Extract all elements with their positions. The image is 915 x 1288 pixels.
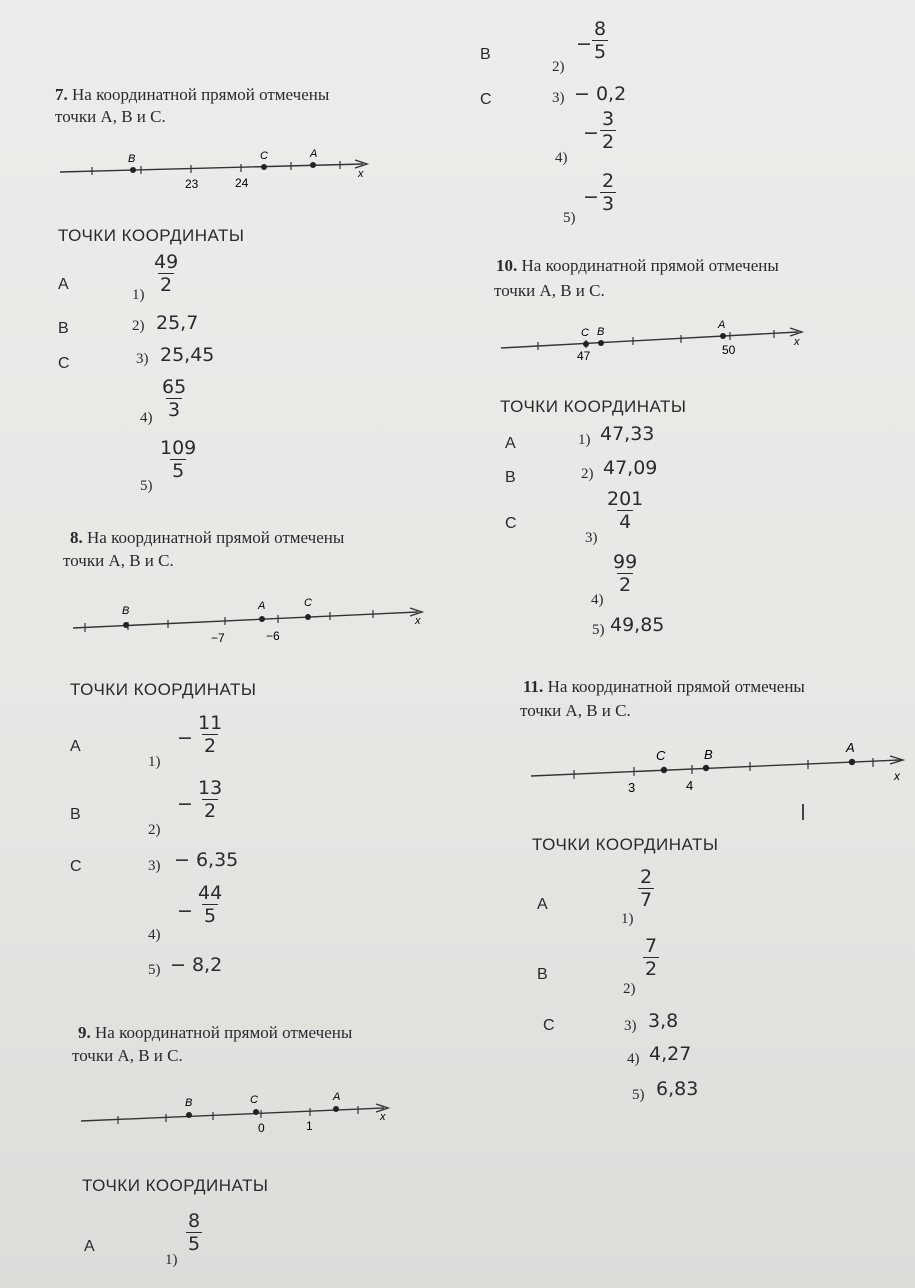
p10-option-1-number: 1): [578, 432, 591, 448]
p10-option-3-fraction: $\frac{201}{4}$: [607, 488, 644, 533]
p11-text-line1: На координатной прямой отмечены: [547, 677, 805, 696]
p7-option-3-number: 3): [136, 351, 149, 367]
p9-option-4-fraction: $\frac{3}{2}$: [602, 108, 615, 153]
p10-point-b-label: B: [597, 326, 605, 338]
p9-option-2-number: 2): [552, 59, 565, 75]
p9-number: 9.: [78, 1023, 91, 1042]
p9-option-3-number: 3): [552, 90, 565, 106]
p11-option-2-fraction: $\frac{7}{2}$: [645, 935, 658, 980]
p8-text-line1: На координатной прямой отмечены: [87, 528, 345, 547]
p9-option-5-fraction: $\frac{2}{3}$: [602, 170, 615, 215]
p10-point-a-label: A: [718, 319, 726, 331]
p7-option-2-number: 2): [132, 318, 145, 334]
p10-letter-c: C: [505, 515, 517, 532]
p7-letter-c: C: [58, 355, 70, 372]
p9-point-b-label: B: [185, 1097, 193, 1109]
p8-point-a: [259, 616, 265, 622]
p9-letter-c: C: [480, 91, 492, 108]
p8-axis-x: x: [415, 615, 421, 627]
p8-option-1-sign: −: [177, 727, 193, 749]
p9-point-a-label: A: [333, 1091, 341, 1103]
p10-point-a: [720, 333, 726, 339]
p10-header: ТОЧКИ КООРДИНАТЫ: [500, 397, 687, 416]
p9-axis-x: x: [380, 1111, 386, 1123]
p9-header: ТОЧКИ КООРДИНАТЫ: [82, 1176, 269, 1195]
p7-letter-a: A: [58, 276, 69, 293]
p9-option-3-value: − 0,2: [574, 83, 627, 105]
p9-text-line2: точки А, В и С.: [72, 1046, 183, 1065]
p8-tick-minus6: −6: [266, 629, 280, 643]
p7-tick-23: 23: [185, 177, 199, 190]
p10-point-c: [583, 341, 589, 347]
p11-point-b: [703, 765, 709, 771]
p7-header: ТОЧКИ КООРДИНАТЫ: [58, 226, 245, 245]
p9-number-line: [78, 1090, 398, 1140]
p9-option-4-number: 4): [555, 150, 568, 166]
p11-point-b-label: B: [704, 747, 713, 762]
p8-number: 8.: [70, 528, 83, 547]
p11-letter-a: A: [537, 896, 548, 913]
p8-option-2-sign: −: [177, 793, 193, 815]
p9-point-c: [253, 1109, 259, 1115]
p9-text-line1: На координатной прямой отмечены: [95, 1023, 353, 1042]
p8-text-line2: точки А, В и С.: [63, 551, 174, 570]
p8-point-b: [123, 622, 129, 628]
p11-option-1-fraction: $\frac{2}{7}$: [640, 866, 653, 911]
p11-point-a: [849, 759, 855, 765]
p10-axis-x: x: [794, 336, 800, 348]
p8-option-3-number: 3): [148, 858, 161, 874]
p8-letter-c: C: [70, 858, 82, 875]
p7-option-2-value: 25,7: [156, 312, 199, 334]
p7-number-line: [55, 140, 385, 190]
p10-text-line1: На координатной прямой отмечены: [521, 256, 779, 275]
p9-title: [78, 1022, 352, 1044]
p11-option-5-value: 6,83: [656, 1078, 699, 1100]
p8-letter-a: A: [70, 738, 81, 755]
p8-point-c-label: C: [304, 597, 312, 609]
p9-option-2-sign: −: [576, 33, 592, 55]
p7-text-line2: точки А, В и С.: [55, 107, 166, 126]
p7-option-5-fraction: $\frac{109}{5}$: [160, 437, 197, 482]
p7-point-c-label: C: [260, 150, 268, 162]
p7-option-4-fraction: $\frac{65}{3}$: [162, 376, 187, 421]
p10-option-2-number: 2): [581, 466, 594, 482]
p10-text-line2: точки А, В и С.: [494, 281, 605, 300]
p11-letter-b: B: [537, 966, 548, 983]
p10-option-5-value: 49,85: [610, 614, 665, 636]
p11-letter-c: C: [543, 1017, 555, 1034]
p9-letter-b: B: [480, 46, 491, 63]
p10-tick-47: 47: [577, 349, 591, 363]
p9-letter-a: A: [84, 1238, 95, 1255]
p11-option-4-number: 4): [627, 1051, 640, 1067]
p11-option-3-value: 3,8: [648, 1010, 679, 1032]
p7-option-4-number: 4): [140, 410, 153, 426]
p10-title: [496, 255, 779, 277]
p11-title: [523, 676, 805, 698]
p10-point-b: [598, 340, 604, 346]
p8-option-1-number: 1): [148, 754, 161, 770]
p11-axis-x: x: [894, 769, 900, 783]
p9-point-a: [333, 1106, 339, 1112]
p10-option-3-number: 3): [585, 530, 598, 546]
p9-tick-1: 1: [306, 1119, 313, 1133]
p11-point-c-label: C: [656, 748, 666, 763]
p11-option-3-number: 3): [624, 1018, 637, 1034]
p8-point-c: [305, 614, 311, 620]
p8-title: [70, 527, 344, 549]
p7-letter-b: B: [58, 320, 69, 337]
p8-option-5-value: − 8,2: [170, 954, 223, 976]
p7-text-line1: На координатной прямой отмечены: [72, 85, 330, 104]
p10-letter-b: B: [505, 469, 516, 486]
p7-point-c: [261, 164, 267, 170]
p7-title: [55, 84, 329, 106]
p7-option-5-number: 5): [140, 478, 153, 494]
p10-option-4-number: 4): [591, 592, 604, 608]
p8-header: ТОЧКИ КООРДИНАТЫ: [70, 680, 257, 699]
p8-point-b-label: B: [122, 605, 130, 617]
p8-letter-b: B: [70, 806, 81, 823]
p11-point-c: [661, 767, 667, 773]
p7-point-a-label: A: [310, 148, 318, 160]
p9-option-2-fraction: $\frac{8}{5}$: [594, 18, 607, 63]
p8-option-5-number: 5): [148, 962, 161, 978]
p10-number-line: [498, 318, 818, 368]
p7-axis-x: x: [358, 168, 364, 180]
p7-number: 7.: [55, 85, 68, 104]
p10-tick-50: 50: [722, 343, 736, 357]
p7-option-1-fraction: $\frac{49}{2}$: [154, 251, 179, 296]
p8-option-3-value: − 6,35: [174, 849, 239, 871]
p9-tick-0: 0: [258, 1121, 265, 1135]
p8-option-4-fraction: $\frac{44}{5}$: [198, 882, 223, 927]
p8-option-4-sign: −: [177, 900, 193, 922]
p11-tick-3: 3: [628, 780, 636, 795]
p7-point-b: [130, 167, 136, 173]
p8-option-4-number: 4): [148, 927, 161, 943]
p7-option-1-number: 1): [132, 287, 145, 303]
stray-pencil-mark: [802, 804, 804, 820]
p11-option-5-number: 5): [632, 1087, 645, 1103]
p11-point-a-label: A: [846, 740, 855, 755]
p9-point-c-label: C: [250, 1094, 258, 1106]
p11-text-line2: точки А, В и С.: [520, 701, 631, 720]
p11-header: ТОЧКИ КООРДИНАТЫ: [532, 835, 719, 854]
p7-option-3-value: 25,45: [160, 344, 215, 366]
p7-point-b-label: B: [128, 153, 136, 165]
p9-option-4-sign: −: [583, 122, 599, 144]
p11-tick-4: 4: [686, 778, 694, 793]
p11-option-1-number: 1): [621, 911, 634, 927]
p11-number-line: [528, 738, 912, 798]
p10-point-c-label: C: [581, 327, 589, 339]
p8-option-2-fraction: $\frac{13}{2}$: [198, 777, 223, 822]
p10-letter-a: A: [505, 435, 516, 452]
p8-option-1-fraction: $\frac{11}{2}$: [198, 712, 223, 757]
p9-option-5-number: 5): [563, 210, 576, 226]
p8-option-2-number: 2): [148, 822, 161, 838]
p10-option-5-number: 5): [592, 622, 605, 638]
p11-option-4-value: 4,27: [649, 1043, 692, 1065]
p10-option-2-value: 47,09: [603, 457, 658, 479]
p7-tick-24: 24: [235, 176, 249, 190]
p10-number: 10.: [496, 256, 518, 275]
p9-point-b: [186, 1112, 192, 1118]
p8-number-line: [68, 590, 433, 645]
p9-option-1-fraction: $\frac{8}{5}$: [188, 1210, 201, 1255]
p9-option-1-number: 1): [165, 1252, 178, 1268]
p11-option-2-number: 2): [623, 981, 636, 997]
p8-tick-minus7: −7: [211, 631, 225, 645]
p7-point-a: [310, 162, 316, 168]
p11-number: 11.: [523, 677, 544, 696]
p10-option-4-fraction: $\frac{99}{2}$: [613, 551, 638, 596]
p8-point-a-label: A: [258, 600, 266, 612]
p9-option-5-sign: −: [583, 186, 599, 208]
p10-option-1-value: 47,33: [600, 423, 655, 445]
